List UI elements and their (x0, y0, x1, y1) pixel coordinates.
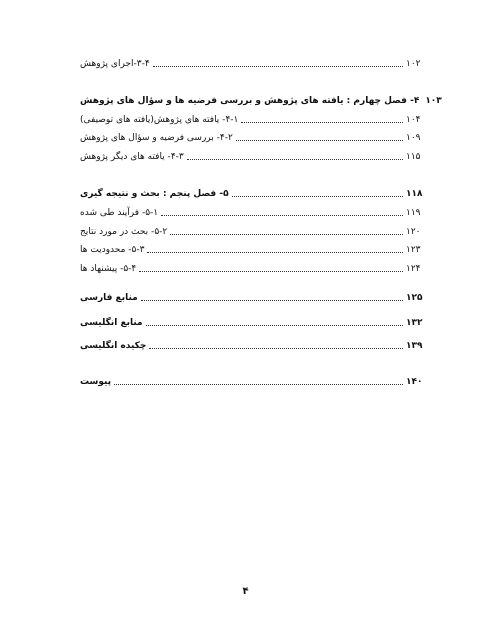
toc-entry-title: ۴- فصل چهارم : یافته های پژوهش و بررسی فرضیه ها و سؤال های پژوهش (80, 96, 420, 106)
toc-leader-dots (146, 324, 403, 326)
toc-entry-page: ۱۴۰ (406, 377, 423, 387)
toc-entry-title: پیوست (80, 377, 112, 387)
toc-entry-persian-references[interactable] (80, 288, 428, 304)
toc-entry-4-3[interactable] (80, 147, 428, 163)
toc-leader-dots (139, 270, 403, 272)
toc-entry-chapter-5[interactable] (80, 184, 428, 200)
toc-entry-chapter-4[interactable] (80, 91, 442, 107)
toc-entry-page: ۱۲۴ (406, 264, 421, 274)
toc-leader-dots (232, 195, 403, 197)
toc-entry-page: ۱۰۹ (406, 133, 421, 143)
toc-entry-page: ۱۳۲ (406, 318, 423, 328)
toc-leader-dots (141, 299, 403, 301)
toc-entry-page: ۱۰۴ (406, 115, 421, 125)
toc-entry-title: ۴-۲- بررسی فرضیه و سؤال های پژوهش (80, 133, 233, 143)
toc-entry-5-4[interactable] (80, 259, 428, 275)
toc-entry-title: ۵-۳- محدودیت ها (80, 245, 145, 255)
toc-leader-dots (161, 214, 403, 216)
toc-entry-4-1[interactable] (80, 110, 428, 126)
toc-leader-dots (187, 158, 403, 160)
toc-entry-5-1[interactable] (80, 203, 428, 219)
toc-entry-title: ۵-۱- فرآیند طی شده (80, 208, 159, 218)
toc-entry-page: ۱۰۲ (406, 59, 421, 69)
toc-entry-title: ۵-۲- بحث در مورد نتایج (80, 227, 168, 237)
toc-leader-dots (114, 383, 403, 385)
toc-entry-page: ۱۳۹ (406, 341, 423, 351)
toc-entry-page: ۱۲۰ (406, 227, 421, 237)
toc-entry-title: ۴-۳- یافته های دیگر پژوهش (80, 152, 184, 162)
toc-entry-title: ۵-۴- پیشنهاد ها (80, 264, 137, 274)
toc-entry-title: ۵- فصل پنجم : بحث و نتیجه گیری (80, 189, 229, 199)
toc-leader-dots (170, 233, 403, 235)
toc-entry-appendix[interactable] (80, 372, 428, 388)
toc-entry-page: ۱۲۳ (406, 245, 421, 255)
toc-entry-page: ۱۱۸ (406, 189, 423, 199)
toc-entry-title: منابع انگلیسی (80, 318, 143, 328)
toc-entry-page: ۱۱۵ (406, 152, 421, 162)
toc-leader-dots (149, 347, 403, 349)
toc-entry-5-3[interactable] (80, 240, 428, 256)
toc-entry-english-references[interactable] (80, 313, 428, 329)
toc-entry-page: ۱۰۳ (425, 96, 442, 106)
toc-entry-title: چکیده انگلیسی (80, 341, 147, 351)
toc-entry-5-2[interactable] (80, 222, 428, 238)
page-number: ۴ (242, 586, 249, 597)
toc-entry-title: منابع فارسی (80, 293, 138, 303)
toc-entry-title: ۴-۱- یافته های پژوهش(یافته های توصیفی) (80, 115, 239, 125)
toc-leader-dots (153, 65, 403, 67)
toc-entry-english-abstract[interactable] (80, 336, 428, 352)
toc-entry-page: ۱۱۹ (406, 208, 421, 218)
toc-leader-dots (236, 139, 403, 141)
toc-entry-4-2[interactable] (80, 128, 428, 144)
toc-leader-dots (241, 121, 403, 123)
toc-entry-title: ۳-۴-اجرای پژوهش (80, 59, 150, 69)
toc-leader-dots (147, 251, 403, 253)
toc-entry-3-4[interactable] (80, 54, 428, 70)
toc-entry-page: ۱۲۵ (406, 293, 423, 303)
